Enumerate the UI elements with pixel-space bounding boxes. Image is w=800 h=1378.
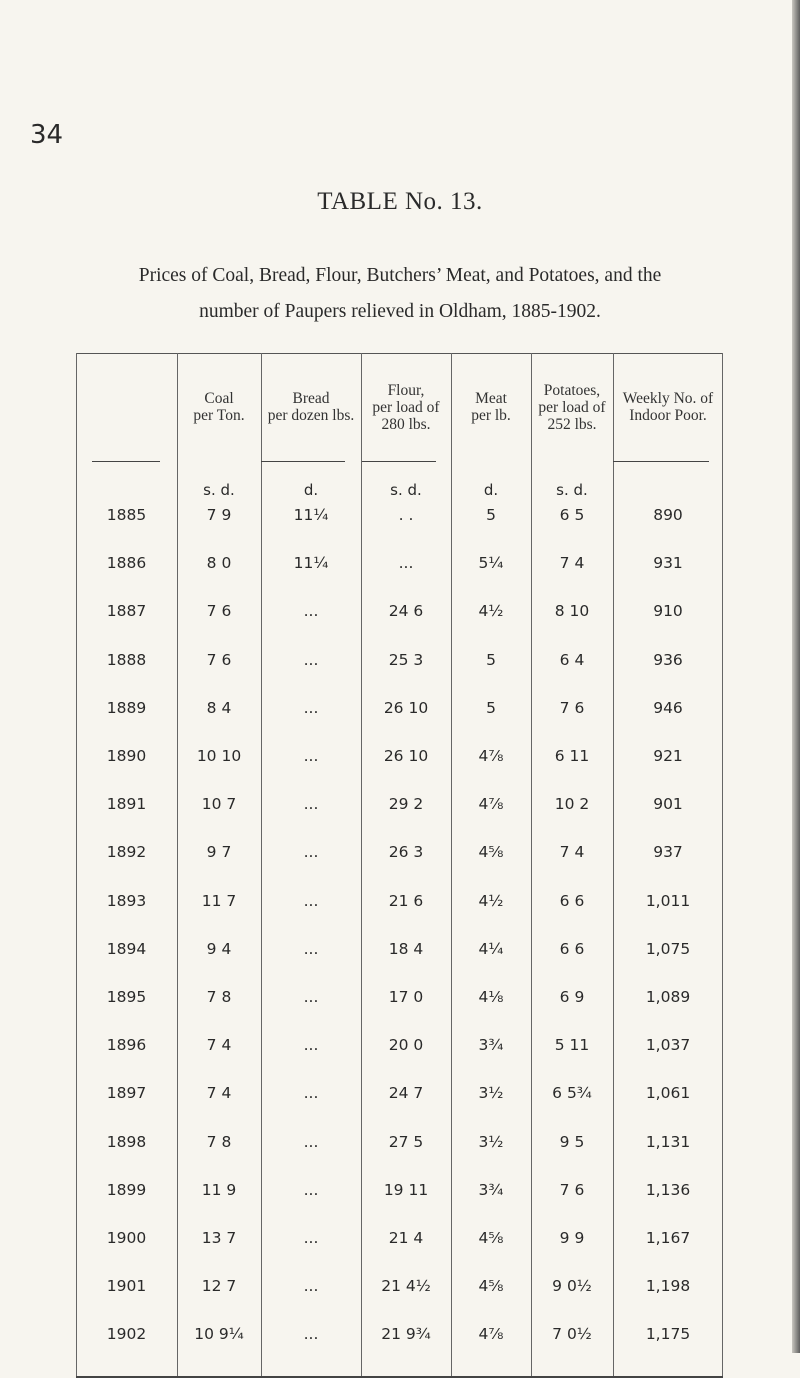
cell-coal: 9 4 (206, 939, 232, 958)
unit-coal: s. d. (203, 481, 235, 499)
unit-flour: s. d. (390, 481, 422, 499)
cell-year: 1891 (106, 795, 147, 814)
cell-bread: ... (303, 988, 319, 1006)
cell-bread: ... (303, 795, 319, 814)
cell-meat: 3¾ (478, 1180, 504, 1199)
header-meat: Meat per lb. (471, 390, 511, 424)
cell-coal: 9 7 (206, 843, 232, 862)
cell-flour: ... (398, 554, 414, 573)
cell-poor: 901 (653, 795, 683, 814)
cell-flour: 21 9¾ (381, 1325, 431, 1344)
cell-bread: ... (303, 843, 319, 862)
cell-poor: 921 (653, 747, 683, 765)
header-rule (92, 461, 160, 462)
cell-year: 1886 (106, 554, 147, 573)
cell-bread: ... (303, 1277, 319, 1296)
cell-flour: 21 4½ (381, 1277, 431, 1296)
page-number: 34 (30, 120, 64, 150)
cell-potatoes: 10 2 (554, 795, 590, 814)
cell-poor: 1,198 (645, 1277, 691, 1296)
cell-flour: 27 5 (388, 1132, 424, 1151)
cell-coal: 11 9 (201, 1180, 237, 1199)
cell-meat: 4⅛ (478, 988, 504, 1006)
header-coal: Coal per Ton. (193, 390, 245, 424)
header-rule (362, 461, 436, 462)
cell-poor: 1,175 (645, 1325, 691, 1344)
table-row (76, 1133, 723, 1157)
cell-flour: 29 2 (388, 795, 424, 814)
cell-coal: 8 4 (206, 698, 232, 717)
cell-poor: 946 (653, 698, 683, 717)
cell-poor: 910 (653, 602, 683, 621)
cell-coal: 7 4 (206, 1084, 232, 1103)
cell-bread: ... (303, 1084, 319, 1103)
cell-bread: ... (303, 1132, 319, 1151)
cell-bread: ... (303, 1325, 319, 1344)
cell-bread: ... (303, 747, 319, 765)
cell-potatoes: 9 0½ (552, 1277, 592, 1296)
table-row (76, 1181, 723, 1205)
cell-meat: 5 (486, 650, 496, 669)
table-row (76, 602, 723, 626)
cell-year: 1890 (106, 747, 147, 765)
cell-poor: 1,037 (645, 1036, 691, 1055)
cell-year: 1889 (106, 698, 147, 717)
cell-potatoes: 6 5 (559, 506, 585, 524)
unit-meat: d. (483, 481, 499, 499)
cell-coal: 8 0 (206, 554, 232, 573)
cell-bread: 11¼ (293, 554, 329, 573)
cell-year: 1900 (106, 1229, 147, 1247)
cell-bread: ... (303, 891, 319, 910)
cell-flour: 24 7 (388, 1084, 424, 1103)
cell-flour: 20 0 (388, 1036, 424, 1055)
header-rule (613, 461, 709, 462)
cell-poor: 1,136 (645, 1180, 691, 1199)
cell-coal: 11 7 (201, 891, 237, 910)
cell-meat: 4⅝ (478, 1277, 504, 1296)
cell-coal: 7 9 (206, 506, 232, 524)
table-row (76, 1229, 723, 1253)
cell-poor: 1,089 (645, 988, 691, 1006)
table-row (76, 1277, 723, 1301)
cell-bread: ... (303, 698, 319, 717)
cell-potatoes: 7 6 (559, 698, 585, 717)
cell-potatoes: 8 10 (554, 602, 590, 621)
cell-coal: 7 4 (206, 1036, 232, 1055)
cell-flour: 19 11 (383, 1180, 429, 1199)
caption-line-2: number of Paupers relieved in Oldham, 1885-1902. (199, 301, 601, 322)
cell-bread: ... (303, 1180, 319, 1199)
cell-flour: 25 3 (388, 650, 424, 669)
cell-coal: 10 7 (201, 795, 237, 814)
cell-flour: 24 6 (388, 602, 424, 621)
cell-potatoes: 5 11 (554, 1036, 590, 1055)
cell-year: 1887 (106, 602, 147, 621)
unit-bread: d. (303, 481, 319, 499)
cell-bread: ... (303, 1229, 319, 1247)
header-indoor-poor: Weekly No. of Indoor Poor. (622, 390, 714, 424)
cell-potatoes: 7 4 (559, 843, 585, 862)
cell-coal: 12 7 (201, 1277, 237, 1296)
table-row (76, 843, 723, 867)
cell-flour: 21 6 (388, 891, 424, 910)
cell-coal: 10 9¼ (194, 1325, 244, 1344)
table-row (76, 1036, 723, 1060)
cell-year: 1888 (106, 650, 147, 669)
cell-meat: 4½ (478, 602, 504, 621)
cell-meat: 3½ (478, 1132, 504, 1151)
table-title: TABLE No. 13. (317, 188, 483, 215)
cell-year: 1901 (106, 1277, 147, 1296)
cell-potatoes: 7 0½ (552, 1325, 592, 1344)
cell-poor: 931 (653, 554, 683, 573)
cell-year: 1885 (106, 506, 147, 524)
cell-meat: 4⅞ (478, 747, 504, 765)
cell-flour: 18 4 (388, 939, 424, 958)
cell-meat: 5 (486, 506, 496, 524)
cell-coal: 7 6 (206, 602, 232, 621)
cell-year: 1896 (106, 1036, 147, 1055)
cell-flour: 26 10 (383, 698, 429, 717)
cell-meat: 4½ (478, 891, 504, 910)
cell-flour: 26 3 (388, 843, 424, 862)
table-row (76, 988, 723, 1012)
cell-bread: ... (303, 602, 319, 621)
cell-year: 1893 (106, 891, 147, 910)
table-row (76, 892, 723, 916)
cell-bread: ... (303, 1036, 319, 1055)
cell-year: 1895 (106, 988, 147, 1006)
cell-coal: 7 8 (206, 988, 232, 1006)
cell-coal: 13 7 (201, 1229, 237, 1247)
cell-coal: 7 8 (206, 1132, 232, 1151)
cell-poor: 936 (653, 650, 683, 669)
cell-poor: 1,131 (645, 1132, 691, 1151)
table-row (76, 506, 723, 530)
cell-meat: 4⅞ (478, 1325, 504, 1344)
cell-meat: 5 (486, 698, 496, 717)
cell-flour: 17 0 (388, 988, 424, 1006)
cell-coal: 7 6 (206, 650, 232, 669)
cell-year: 1899 (106, 1180, 147, 1199)
cell-flour: 26 10 (383, 747, 429, 765)
cell-meat: 3¾ (478, 1036, 504, 1055)
table-row (76, 699, 723, 723)
table-row (76, 940, 723, 964)
cell-year: 1898 (106, 1132, 147, 1151)
cell-flour: 21 4 (388, 1229, 424, 1247)
header-potatoes: Potatoes, per load of 252 lbs. (538, 381, 606, 433)
table-row (76, 651, 723, 675)
header-bread: Bread per dozen lbs. (267, 390, 355, 424)
table-row (76, 1325, 723, 1349)
cell-coal: 10 10 (196, 747, 242, 765)
table-row (76, 554, 723, 578)
cell-meat: 3½ (478, 1084, 504, 1103)
cell-poor: 937 (653, 843, 683, 862)
cell-meat: 4⅝ (478, 1229, 504, 1247)
cell-potatoes: 7 4 (559, 554, 585, 573)
cell-meat: 4⅝ (478, 843, 504, 862)
unit-potatoes: s. d. (556, 481, 588, 499)
cell-bread: 11¼ (293, 506, 329, 524)
cell-meat: 5¼ (478, 554, 504, 573)
cell-potatoes: 7 6 (559, 1180, 585, 1199)
cell-potatoes: 6 6 (559, 939, 585, 958)
cell-potatoes: 9 5 (559, 1132, 585, 1151)
cell-potatoes: 9 9 (559, 1229, 585, 1247)
table-row (76, 747, 723, 771)
cell-year: 1902 (106, 1325, 147, 1344)
cell-potatoes: 6 6 (559, 891, 585, 910)
cell-meat: 4¼ (478, 939, 504, 958)
cell-poor: 1,167 (645, 1229, 691, 1247)
cell-bread: ... (303, 650, 319, 669)
table-caption (0, 258, 800, 330)
cell-potatoes: 6 11 (554, 747, 590, 765)
header-rule (261, 461, 345, 462)
cell-poor: 1,011 (645, 891, 691, 910)
cell-potatoes: 6 4 (559, 650, 585, 669)
cell-year: 1894 (106, 939, 147, 958)
cell-potatoes: 6 5¾ (552, 1084, 592, 1103)
cell-year: 1892 (106, 843, 147, 862)
cell-meat: 4⅞ (478, 795, 504, 814)
header-flour: Flour, per load of 280 lbs. (372, 381, 440, 433)
cell-poor: 1,061 (645, 1084, 691, 1103)
cell-year: 1897 (106, 1084, 147, 1103)
cell-bread: ... (303, 939, 319, 958)
caption-line-1: Prices of Coal, Bread, Flour, Butchers’ Meat, and Potatoes, and the (138, 265, 662, 286)
cell-potatoes: 6 9 (559, 988, 585, 1006)
cell-poor: 890 (653, 506, 683, 524)
cell-poor: 1,075 (645, 939, 691, 958)
cell-flour: . . (398, 506, 414, 524)
table-row (76, 795, 723, 819)
table-row (76, 1084, 723, 1108)
